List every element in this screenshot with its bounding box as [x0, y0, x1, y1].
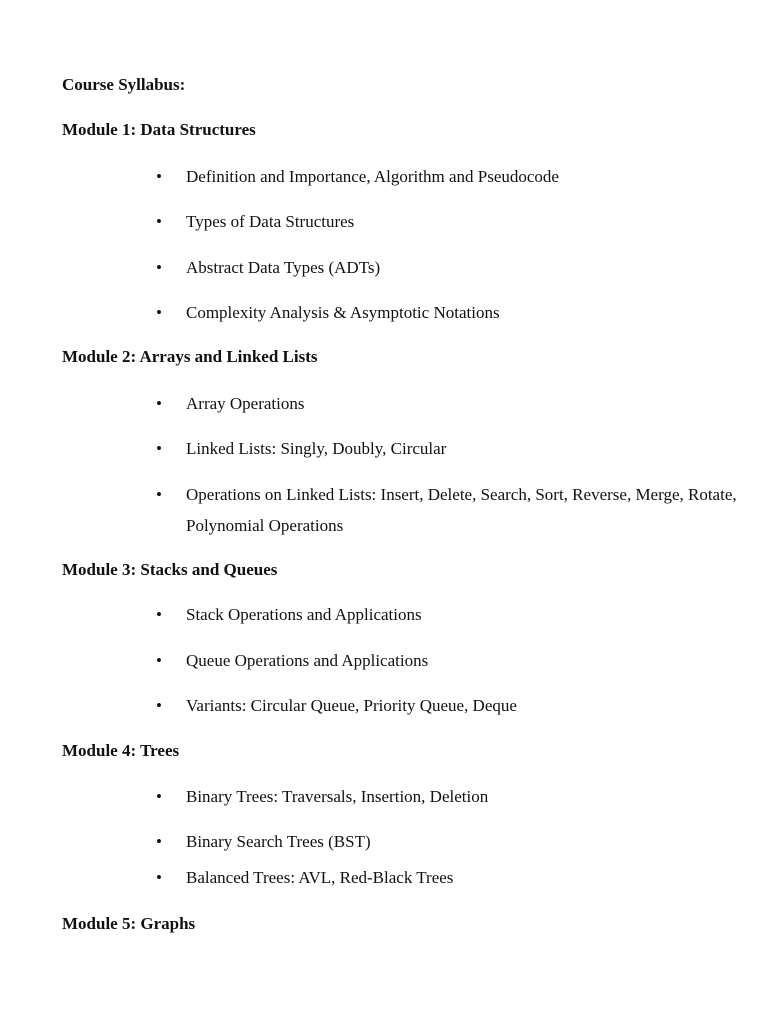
list-item-text: Balanced Trees: AVL, Red-Black Trees — [186, 868, 454, 887]
bullet-icon: • — [156, 212, 162, 231]
list-item — [156, 599, 758, 630]
list-item-text: Complexity Analysis & Asymptotic Notations — [186, 303, 500, 322]
bullet-icon: • — [156, 605, 162, 624]
page-title: Course Syllabus: — [62, 75, 186, 94]
list-item-text: Linked Lists: Singly, Doubly, Circular — [186, 439, 447, 458]
list-item — [156, 862, 758, 893]
list-item-text: Definition and Importance, Algorithm and Pseudocode — [186, 167, 559, 186]
list-item — [156, 297, 758, 328]
bullet-icon: • — [156, 696, 162, 715]
module-5-heading: Module 5: Graphs — [62, 914, 196, 933]
bullet-icon: • — [156, 167, 162, 186]
list-item-text: Types of Data Structures — [186, 212, 355, 231]
bullet-icon: • — [156, 787, 162, 806]
module-2-heading: Module 2: Arrays and Linked Lists — [62, 347, 318, 366]
bullet-icon: • — [156, 485, 162, 504]
list-item-text: Variants: Circular Queue, Priority Queue, Deque — [186, 696, 517, 715]
list-item — [156, 826, 758, 857]
bullet-icon: • — [156, 868, 162, 887]
list-item — [156, 645, 758, 676]
list-item-text: Binary Search Trees (BST) — [186, 832, 371, 851]
list-item-text: Binary Trees: Traversals, Insertion, Deletion — [186, 787, 489, 806]
list-item-text: Queue Operations and Applications — [186, 651, 429, 670]
list-item — [156, 161, 758, 192]
list-item — [156, 206, 758, 237]
list-item — [156, 252, 758, 283]
bullet-icon: • — [156, 258, 162, 277]
list-item-text: Abstract Data Types (ADTs) — [186, 258, 381, 277]
bullet-icon: • — [156, 303, 162, 322]
list-item-text: Array Operations — [186, 394, 305, 413]
bullet-icon: • — [156, 832, 162, 851]
list-item — [156, 479, 758, 541]
bullet-icon: • — [156, 439, 162, 458]
list-item — [156, 690, 758, 721]
bullet-icon: • — [156, 394, 162, 413]
bullet-icon: • — [156, 651, 162, 670]
list-item — [156, 388, 758, 419]
list-item-text: Operations on Linked Lists: Insert, Delete, Search, Sort, Reverse, Merge, Rotate, Polynomial Operations — [186, 485, 737, 535]
list-item-text: Stack Operations and Applications — [186, 605, 422, 624]
module-3-heading: Module 3: Stacks and Queues — [62, 560, 278, 579]
list-item — [156, 781, 758, 812]
module-1-heading: Module 1: Data Structures — [62, 120, 256, 139]
module-4-heading: Module 4: Trees — [62, 741, 180, 760]
list-item — [156, 433, 758, 464]
